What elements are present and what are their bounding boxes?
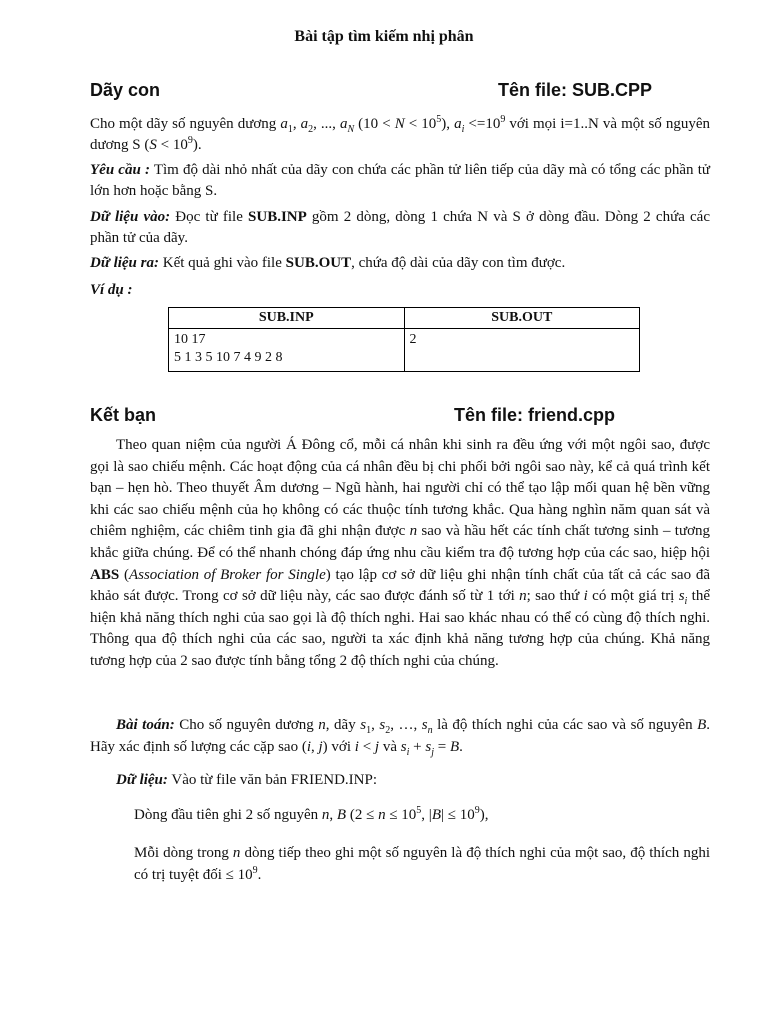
statement-text: với mọi i=1..N và một số nguyên dương S (	[90, 116, 711, 153]
problem2-file-label: Tên file: friend.cpp	[454, 405, 616, 425]
problem1-example	[90, 280, 710, 301]
problem1-requirement	[90, 160, 710, 201]
story-text: thể hiện khả năng thích nghi của sao gọi là độ thích nghi. Hai sao khác nhau có thể có cùng độ thích nghi. Thông qua độ thích nghi của các sao, người ta xác định khả năng tương hợp của chúng. Khả năng tương hợp của 2 sao được tính bằng tổng 2 độ thích nghi của chúng.	[90, 588, 710, 669]
statement-text: <=10	[464, 116, 501, 132]
story-text: sao và hầu hết các tính chất tương sinh – tương khắc giữa chúng. Để có thể nhanh chóng đáp ứng nhu cầu kiểm tra độ tương hợp của các sao, hiệp hội	[90, 523, 711, 561]
line-desc-text: , |	[421, 807, 432, 823]
table-cell-output	[404, 329, 640, 372]
task-text: Cho số nguyên dương	[174, 717, 319, 733]
task-text: ) với	[322, 739, 355, 755]
task-text: là độ thích nghi của các sao và số nguyên	[432, 717, 698, 733]
line-desc-text: ),	[479, 807, 489, 823]
story-text: tạo lập cơ sở dữ liệu ghi nhận tính chất của tất cả các sao đã khảo sát được. Trong cơ sở dữ liệu này, các sao được đánh số từ 1 tới	[90, 566, 710, 605]
table-header-row	[169, 308, 640, 329]
task-text: . Hãy xác định số lượng các cặp sao (	[90, 717, 711, 755]
problem1-statement: Cho một dãy số nguyên dương $a_1$, $a_2$, ..., $a_N$ $(10 < N < 10^5)$, $a_i <=10^9$ với mọi i=1..N và một số nguyên dương S $(S < 10^9)$.	[90, 114, 711, 153]
statement-text: < 10	[156, 136, 188, 153]
task-text: .	[459, 739, 463, 755]
problem1-input	[90, 207, 710, 248]
line-desc-text: .	[257, 867, 262, 883]
problem2-next-lines-desc: Mỗi dòng trong n dòng tiếp theo ghi một số nguyên là độ thích nghi của một sao, độ thích nghi có trị tuyệt đối ≤ $10^9$.	[134, 845, 710, 883]
data-text: Vào từ file văn bản FRIEND.INP:	[167, 772, 377, 788]
input-label: Dữ liệu vào:	[90, 209, 171, 225]
document-title: Bài tập tìm kiếm nhị phân	[294, 28, 474, 45]
output-text: , chứa độ dài của dãy con tìm được.	[351, 255, 566, 271]
line-desc-text: ≤ 10	[385, 807, 417, 823]
problem2-task: Bài toán: Cho số nguyên dương n, dãy $s_1$, $s_2$, …, $s_n$ là độ thích nghi của các sao và số nguyên B. Hãy xác định số lượng các cặp sao (i, j) với i < j và $s_i + s_j = B$.	[90, 717, 711, 758]
data-label: Dữ liệu:	[116, 772, 168, 788]
input-line: 10 17	[174, 332, 206, 347]
problem2-data	[90, 770, 710, 791]
task-text: , dãy	[325, 717, 361, 733]
requirement-label: Yêu cầu :	[90, 162, 150, 178]
statement-text: Cho một dãy số nguyên dương	[90, 116, 281, 132]
input-file-name: SUB.INP	[248, 209, 307, 225]
line-desc-text: (2 ≤	[346, 807, 379, 823]
statement-text: ),	[441, 116, 455, 132]
statement-text: (10 <	[354, 116, 395, 132]
table-header: SUB.OUT	[404, 308, 640, 329]
input-text: Đọc từ file	[170, 209, 249, 225]
task-label: Bài toán:	[116, 717, 175, 733]
problem1-output	[90, 253, 710, 274]
problem2-name: Kết bạn	[90, 405, 157, 425]
output-text: Kết quả ghi vào file	[159, 255, 286, 271]
table-row	[169, 329, 640, 372]
line-desc-text: Dòng đầu tiên ghi 2 số nguyên	[134, 807, 322, 823]
problem1-name: Dãy con	[90, 80, 161, 100]
statement-text: < 10	[404, 116, 437, 132]
line-desc-text: Mỗi dòng trong	[134, 845, 233, 861]
problem2-first-line-desc: Dòng đầu tiên ghi 2 số nguyên n, B ($2 \le n \le 10^5$, $|B| \le 10^9$),	[134, 805, 489, 823]
problem2-header	[90, 405, 660, 429]
story-text: ; sao thứ	[526, 588, 584, 605]
abbreviation: ABS	[90, 566, 120, 583]
table-header: SUB.INP	[169, 308, 405, 329]
input-line: 5 1 3 5 10 7 4 9 2 8	[174, 350, 283, 365]
story-text: Theo quan niệm của người Á Đông cổ, mỗi cá nhân khi sinh ra đều ứng với một ngôi sao, được gọi là sao chiếu mệnh. Các hoạt động của cá nhân đều bị chi phối bởi ngôi sao này, kể cả quá trình kết bạn – hẹn hò. Theo thuyết Âm dương – Ngũ hành, hai người chỉ có thể tạo lập mối quan hệ bền vững khi các sao chiếu mệnh của họ không có các thuộc tính tương khắc. Qua hàng nghìn năm quan sát và chiêm nghiệm, các chiêm tinh gia đã ghi nhận được	[90, 437, 710, 540]
table-cell-input	[169, 329, 405, 372]
task-text: và	[379, 739, 401, 755]
output-file-name: SUB.OUT	[285, 255, 352, 271]
output-value: 2	[409, 332, 417, 347]
input-text: gồm 2 dòng, dòng 1 chứa N và S ở dòng đầu. Dòng 2 chứa các phần tử của dãy.	[90, 209, 710, 246]
problem1-header	[90, 80, 660, 104]
line-desc-text: | ≤ 10	[440, 807, 475, 823]
problem2-story: Theo quan niệm của người Á Đông cổ, mỗi cá nhân khi sinh ra đều ứng với một ngôi sao, được gọi là sao chiếu mệnh. Các hoạt động của cá nhân đều bị chi phối bởi ngôi sao này, kể cả quá trình kết bạn – hẹn hò. Theo thuyết Âm dương – Ngũ hành, hai người chỉ có thể tạo lập mối quan hệ bền vững khi các sao chiếu mệnh của họ không có các thuộc tính tương khắc. Qua hàng nghìn năm quan sát và chiêm nghiệm, các chiêm tinh gia đã ghi nhận được n sao và hầu hết các tính chất tương sinh – tương khắc giữa chúng. Để có thể nhanh chóng đáp ứng nhu cầu kiểm tra độ tương hợp của các sao, hiệp hội ABS (Association of Broker for Single) tạo lập cơ sở dữ liệu ghi nhận tính chất của tất cả các sao đã khảo sát được. Trong cơ sở dữ liệu này, các sao được đánh số từ 1 tới n; sao thứ i có một giá trị $s_i$ thể hiện khả năng thích nghi của sao gọi là độ thích nghi. Hai sao khác nhau có thể có cùng độ thích nghi. Thông qua độ thích nghi của các sao, người ta xác định khả năng tương hợp của chúng. Khả năng tương hợp của 2 sao được tính bằng tổng 2 độ thích nghi của chúng.	[90, 437, 711, 669]
abbreviation-full: Association of Broker for Single	[128, 566, 326, 583]
output-label: Dữ liệu ra:	[90, 255, 159, 271]
requirement-text: Tìm độ dài nhỏ nhất của dãy con chứa các phần tử liên tiếp của dãy mà có tổng các phần tử lớn hơn hoặc bằng S.	[90, 162, 710, 199]
problem1-file-label: Tên file: SUB.CPP	[498, 80, 653, 100]
statement-text: ).	[192, 136, 202, 153]
line-desc-text: dòng tiếp theo ghi một số nguyên là độ thích nghi của một sao, độ thích nghi có trị tuyệt đối ≤ 10	[134, 845, 710, 883]
example-label: Ví dụ :	[90, 282, 133, 298]
example-table	[168, 307, 640, 372]
story-text: có một giá trị	[587, 588, 679, 605]
